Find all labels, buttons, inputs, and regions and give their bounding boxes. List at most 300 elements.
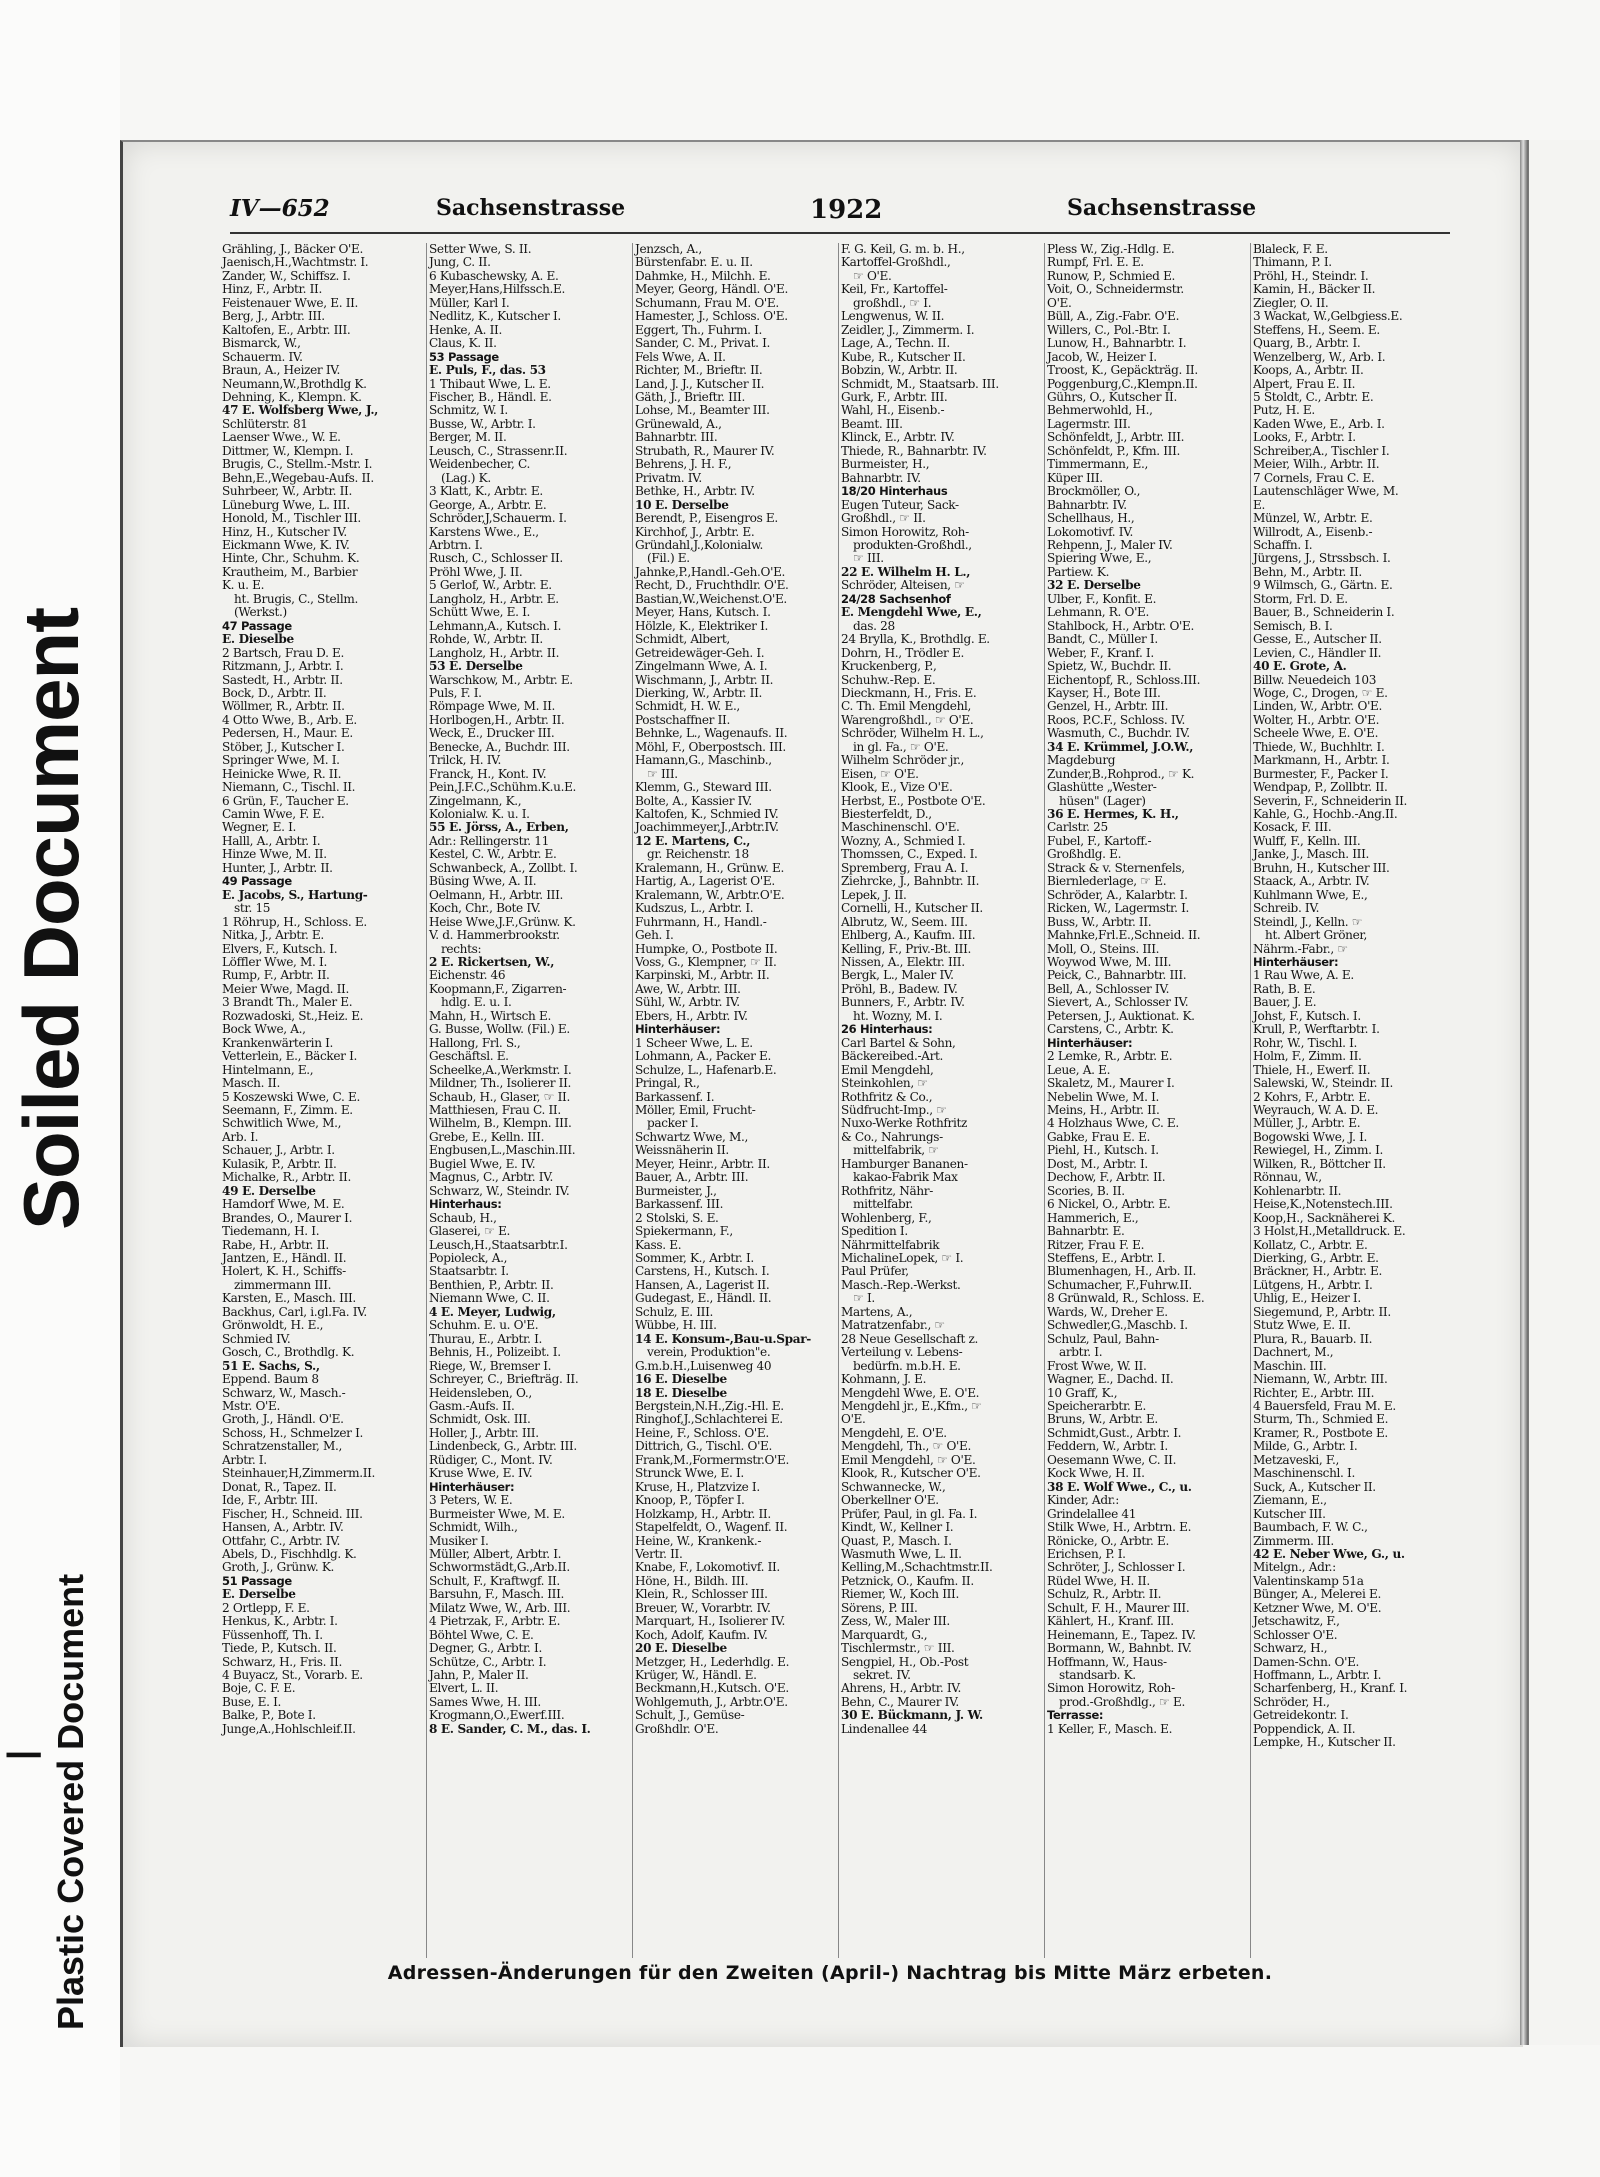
- directory-entry-line: Lempke, H., Kutscher II.: [1253, 1736, 1396, 1750]
- directory-entry-line: Behrens, J. H. F.,: [635, 458, 732, 472]
- directory-entry-line: Salewski, W., Steindr. II.: [1253, 1077, 1393, 1091]
- directory-entry-line: Kelling, F., Priv.-Bt. III.: [841, 942, 972, 956]
- directory-entry-line: Carstens, C., Arbtr. K.: [1047, 1023, 1174, 1037]
- directory-entry-line: Milatz Wwe, W., Arb. III.: [429, 1601, 571, 1615]
- directory-entry-line: ☞ III.: [853, 552, 884, 566]
- directory-entry-line: Bunners, F., Arbtr. IV.: [841, 996, 965, 1010]
- directory-entry-line: Berg, J., Arbtr. III.: [222, 310, 325, 324]
- directory-entry-line: Lokomotivf. IV.: [1047, 525, 1133, 539]
- directory-entry-line: gr. Reichenstr. 18: [647, 848, 749, 862]
- directory-entry-line: Büll, A., Zig.-Fabr. O'E.: [1047, 310, 1180, 324]
- directory-entry-line: Hinz, H., Kutscher IV.: [222, 525, 347, 539]
- directory-entry-line: ht. Wozny, M. I.: [853, 1009, 943, 1023]
- directory-entry-line: Möller, Emil, Frucht-: [635, 1104, 756, 1117]
- directory-entry-line: Thiede, R., Bahnarbtr. IV.: [841, 444, 987, 458]
- directory-entry-line: Dachnert, M.,: [1253, 1346, 1334, 1360]
- directory-entry-line: Kählert, H., Kranf. III.: [1047, 1615, 1174, 1629]
- directory-entry-line: rechts:: [441, 942, 482, 956]
- directory-entry-line: Knoop, P., Töpfer I.: [635, 1494, 745, 1508]
- directory-entry-line: Kinder, Adr.:: [1047, 1494, 1120, 1508]
- directory-entry-line: Schütt Wwe, E. I.: [429, 606, 531, 620]
- directory-entry-line: Hinterhäuser:: [1253, 956, 1339, 970]
- directory-entry-line: sekret. IV.: [853, 1669, 911, 1683]
- directory-entry-line: 36 E. Hermes, K. H.,: [1047, 808, 1179, 822]
- directory-entry-line: Musiker I.: [429, 1534, 489, 1548]
- directory-entry-line: Weck, E., Drucker III.: [429, 727, 555, 741]
- directory-entry-line: Lohmann, A., Packer E.: [635, 1050, 771, 1064]
- directory-entry-line: Matratzenfabr., ☞: [841, 1319, 945, 1333]
- directory-entry-line: Tischlermstr., ☞ III.: [841, 1642, 955, 1656]
- directory-entry-line: O'E.: [841, 1413, 866, 1427]
- directory-entry-line: Baumbach, F. W. C.,: [1253, 1521, 1368, 1535]
- directory-entry-line: Moll, O., Steins. III.: [1047, 942, 1160, 956]
- directory-entry-line: Glashütte „Wester-: [1047, 781, 1157, 795]
- directory-entry-line: Voit, O., Schneidermstr.: [1047, 283, 1184, 297]
- directory-entry-line: Privatm. IV.: [635, 471, 702, 485]
- directory-entry-line: Claus, K. II.: [429, 337, 497, 351]
- directory-entry-line: Wohlgemuth, J., Arbtr.O'E.: [635, 1695, 788, 1709]
- directory-entry-line: Sastedt, H., Arbtr. II.: [222, 673, 343, 687]
- directory-entry-line: kakao-Fabrik Max: [853, 1171, 958, 1185]
- directory-entry-line: Schwedler,G.,Maschb. I.: [1047, 1319, 1188, 1333]
- directory-entry-line: Müller, J., Arbtr. E.: [1253, 1117, 1361, 1131]
- directory-entry-line: Ritzmann, J., Arbtr. I.: [222, 660, 344, 674]
- directory-entry-line: Hinterhäuser:: [1047, 1036, 1133, 1050]
- page-edge: [1520, 140, 1528, 2045]
- directory-entry-line: Halll, A., Arbtr. I.: [222, 834, 321, 848]
- directory-entry-line: Bürstenfabr. E. u. II.: [635, 256, 753, 270]
- directory-entry-line: Wilhelm, B., Klempn. III.: [429, 1117, 572, 1131]
- directory-entry-line: Mengdehl, Th., ☞ O'E.: [841, 1440, 971, 1454]
- directory-entry-line: Kass. E.: [635, 1238, 682, 1252]
- directory-entry-line: Steindl, J., Kelln. ☞: [1253, 915, 1363, 929]
- directory-entry-line: das. 28: [853, 619, 895, 633]
- directory-entry-line: Wahl, H., Eisenb.-: [841, 404, 945, 418]
- directory-entry-line: George, A., Arbtr. E.: [429, 498, 547, 512]
- directory-entry-line: Burmeister, J.,: [635, 1184, 717, 1198]
- directory-entry-line: Pringal, R.,: [635, 1077, 700, 1091]
- directory-entry-line: Camin Wwe, F. E.: [222, 808, 325, 822]
- directory-entry-line: Schaub, H., Glaser, ☞ II.: [429, 1090, 570, 1104]
- directory-entry-line: Münzel, W., Arbtr. E.: [1253, 512, 1373, 526]
- directory-entry-line: Riege, W., Bremser I.: [429, 1359, 552, 1373]
- directory-entry-line: Heidensleben, O.,: [429, 1386, 532, 1400]
- directory-entry-line: Sommer, K., Arbtr. I.: [635, 1251, 754, 1265]
- directory-entry-line: 1 Röhrup, H., Schloss. E.: [222, 915, 367, 929]
- directory-entry-line: Bethke, H., Arbtr. IV.: [635, 485, 755, 499]
- directory-entry-line: Nährm.-Fabr., ☞: [1253, 942, 1348, 956]
- directory-entry-line: Carlstr. 25: [1047, 821, 1108, 835]
- directory-entry-line: Kamin, H., Bäcker II.: [1253, 283, 1376, 297]
- directory-entry-line: Lagermstr. III.: [1047, 417, 1131, 431]
- directory-entry-line: Balke, P., Bote I.: [222, 1709, 316, 1723]
- directory-entry-line: 42 E. Neber Wwe, G., u.: [1253, 1547, 1405, 1561]
- directory-entry-line: Behn,E.,Wegebau-Aufs. II.: [222, 471, 374, 485]
- directory-entry-line: Wegner, E. I.: [222, 821, 297, 835]
- directory-entry-line: Bauer, J. E.: [1253, 996, 1317, 1010]
- directory-entry-line: Milde, G., Arbtr. I.: [1253, 1440, 1358, 1454]
- directory-entry-line: Müller, Karl I.: [429, 296, 510, 310]
- directory-entry-line: Hinte, Chr., Schuhm. K.: [222, 552, 360, 566]
- directory-entry-line: Wohlenberg, F.,: [841, 1211, 932, 1225]
- directory-entry-line: Vertr. II.: [635, 1547, 683, 1561]
- directory-entry-line: Burmester, F., Packer I.: [1253, 767, 1389, 781]
- directory-entry-line: Severin, F., Schneiderin II.: [1253, 794, 1408, 808]
- directory-entry-line: Hunter, J., Arbtr. II.: [222, 861, 333, 875]
- directory-entry-line: Großhdlr. O'E.: [635, 1722, 719, 1736]
- margin-mark: |: [0, 1749, 41, 1760]
- directory-entry-line: Bolte, A., Kassier IV.: [635, 794, 752, 808]
- directory-entry-line: Metzaveski, F.,: [1253, 1453, 1340, 1467]
- directory-entry-line: Wendpap, P., Zollbtr. II.: [1253, 781, 1388, 795]
- directory-entry-line: Voss, G., Klempner, ☞ II.: [635, 956, 777, 970]
- directory-entry-line: Hinze Wwe, M. II.: [222, 848, 327, 862]
- directory-entry-line: Barkassenf. I.: [635, 1090, 715, 1104]
- directory-entry-line: Brugis, C., Stellm.-Mstr. I.: [222, 458, 373, 472]
- directory-entry-line: Lehmann, R. O'E.: [1047, 606, 1150, 620]
- directory-entry-line: Kohlenarbtr. II.: [1253, 1184, 1342, 1198]
- directory-entry-line: Nedlitz, K., Kutscher I.: [429, 310, 561, 324]
- street-name-left: Sachsenstrasse: [436, 195, 626, 221]
- directory-entry-line: 6 Nickel, O., Arbtr. E.: [1047, 1198, 1171, 1212]
- directory-entry-line: Hoffmann, L., Arbtr. I.: [1253, 1669, 1382, 1683]
- directory-entry-line: Seemann, F., Zimm. E.: [222, 1104, 353, 1117]
- directory-entry-line: Dahmke, H., Milchh. E.: [635, 269, 771, 283]
- directory-entry-line: Schoss, H., Schmelzer I.: [222, 1426, 364, 1440]
- directory-entry-line: Lautenschläger Wwe, M.: [1253, 485, 1399, 499]
- directory-entry-line: Pedersen, H., Maur. E.: [222, 727, 353, 741]
- directory-entry-line: zimmermann III.: [234, 1278, 332, 1292]
- directory-entry-line: Rothfritz, Nähr-: [841, 1184, 933, 1198]
- directory-entry-line: Barkassenf. III.: [635, 1198, 724, 1212]
- directory-entry-line: Richter, M., Brieftr. II.: [635, 364, 763, 378]
- directory-entry-line: Sander, C. M., Privat. I.: [635, 337, 770, 351]
- directory-entry-line: 8 E. Sander, C. M., das. I.: [429, 1722, 591, 1736]
- directory-entry-line: Schulz, E. III.: [635, 1305, 714, 1319]
- directory-entry-line: Lindenbeck, G., Arbtr. III.: [429, 1440, 577, 1454]
- directory-entry-line: Langholz, H., Arbtr. II.: [429, 646, 560, 660]
- directory-entry-line: prod.-Großhdlg., ☞ E.: [1059, 1695, 1185, 1709]
- directory-entry-line: Popioleck, A.,: [429, 1251, 508, 1265]
- directory-entry-line: Rönnau, W.,: [1253, 1171, 1322, 1185]
- directory-entry-line: Hartig, A., Lagerist O'E.: [635, 875, 775, 889]
- directory-entry-line: Thimann, P. I.: [1253, 256, 1332, 270]
- directory-entry-line: Henkus, K., Arbtr. I.: [222, 1615, 338, 1629]
- directory-entry-line: Kuhlmann Wwe, E.,: [1253, 888, 1368, 902]
- directory-entry-line: Bahnarbtr. III.: [635, 431, 718, 445]
- directory-entry-line: Magdeburg: [1047, 754, 1116, 768]
- directory-entry-line: Oberkellner O'E.: [841, 1494, 939, 1508]
- directory-entry-line: Hinterhäuser:: [429, 1480, 515, 1494]
- directory-entry-line: 6 Kubaschewsky, A. E.: [429, 269, 559, 283]
- directory-entry-line: Richter, E., Arbtr. III.: [1253, 1386, 1375, 1400]
- directory-entry-line: 26 Hinterhaus:: [841, 1023, 933, 1037]
- directory-entry-line: Rath, B. E.: [1253, 982, 1316, 996]
- directory-entry-line: Poggenburg,C.,Klempn.II.: [1047, 377, 1198, 391]
- directory-entry-line: Hoffmann, W., Haus-: [1047, 1655, 1167, 1669]
- directory-entry-line: Stutz Wwe, E. II.: [1253, 1319, 1351, 1333]
- header-rule: [230, 232, 1450, 234]
- directory-entry-line: Wenzelberg, W., Arb. I.: [1253, 350, 1386, 364]
- directory-entry-line: Mahn, H., Wirtsch E.: [429, 1009, 551, 1023]
- next-page-edge: [1528, 140, 1600, 2045]
- directory-entry-line: Springer Wwe, M. I.: [222, 754, 340, 768]
- directory-entry-line: Beckmann,H.,Kutsch. O'E.: [635, 1682, 789, 1696]
- directory-entry-line: Genzel, H., Arbtr. III.: [1047, 700, 1169, 714]
- directory-entry-line: Nährmittelfabrik: [841, 1238, 940, 1252]
- directory-entry-line: Rabe, H., Arbtr. II.: [222, 1238, 329, 1252]
- directory-entry-line: Schulz, R., Arbtr. II.: [1047, 1588, 1162, 1602]
- directory-entry-line: Hamdorf Wwe, M. E.: [222, 1198, 345, 1212]
- directory-entry-line: Kohmann, J. E.: [841, 1373, 927, 1387]
- directory-entry-line: Langholz, H., Arbtr. E.: [429, 592, 559, 606]
- directory-entry-line: Petersen, J., Auktionat. K.: [1047, 1009, 1195, 1023]
- directory-entry-line: Kolonialw. K. u. I.: [429, 808, 530, 822]
- directory-entry-line: Holert, K. H., Schiffs-: [222, 1265, 346, 1279]
- directory-entry-line: Feddern, W., Arbtr. I.: [1047, 1440, 1168, 1454]
- directory-entry-line: Quarg, B., Arbtr. I.: [1253, 337, 1361, 351]
- directory-entry-line: Franck, H., Kont. IV.: [429, 767, 547, 781]
- directory-entry-line: Hammerich, E.,: [1047, 1211, 1139, 1225]
- directory-entry-line: produkten-Großhdl.,: [853, 538, 972, 552]
- directory-entry-line: Kaden Wwe, E., Arb. I.: [1253, 417, 1385, 431]
- directory-entry-line: Gäth, J., Brieftr. III.: [635, 390, 745, 404]
- directory-entry-line: Blaleck, F. E.: [1253, 243, 1328, 256]
- directory-entry-line: 10 E. Derselbe: [635, 498, 729, 512]
- directory-entry-line: Trilck, H. IV.: [429, 754, 501, 768]
- directory-entry-line: Oelmann, H., Arbtr. III.: [429, 888, 563, 902]
- directory-entry-line: 4 Holzhaus Wwe, C. E.: [1047, 1117, 1179, 1131]
- directory-entry-line: Ahrens, H., Arbtr. IV.: [841, 1682, 962, 1696]
- directory-entry-line: Buss, W., Arbtr. II.: [1047, 915, 1152, 929]
- directory-entry-line: Meyer, Hans, Kutsch. I.: [635, 606, 771, 620]
- directory-entry-line: Zimmerm. III.: [1253, 1534, 1334, 1548]
- directory-entry-line: Bobzin, W., Arbtr. II.: [841, 364, 958, 378]
- directory-entry-line: Heise,K.,Notenstech.III.: [1253, 1198, 1393, 1212]
- column-2: [426, 243, 623, 1958]
- directory-entry-line: Magnus, C., Arbtr. IV.: [429, 1171, 553, 1185]
- directory-entry-line: Horlbogen,H., Arbtr. II.: [429, 713, 565, 727]
- directory-entry-line: V. d. Hammerbrookstr.: [429, 929, 560, 943]
- directory-entry-line: Zeidler, J., Zimmerm. I.: [841, 323, 975, 337]
- directory-entry-line: Bäckereibed.-Art.: [841, 1050, 944, 1064]
- directory-entry-line: Bogowski Wwe, J. I.: [1253, 1130, 1367, 1144]
- directory-entry-line: Schmidt, Osk. III.: [429, 1413, 531, 1427]
- directory-entry-line: F. G. Keil, G. m. b. H.,: [841, 243, 965, 256]
- directory-entry-line: Kralemann, W., Arbtr.O'E.: [635, 888, 785, 902]
- directory-entry-line: Boje, C. F. E.: [222, 1682, 296, 1696]
- directory-entry-line: Stapelfeldt, O., Wagenf. II.: [635, 1521, 788, 1535]
- directory-entry-line: Ziegler, O. II.: [1253, 296, 1329, 310]
- directory-entry-line: Benthien, P., Arbtr. II.: [429, 1278, 554, 1292]
- directory-entry-line: Nissen, A., Elektr. III.: [841, 956, 965, 970]
- directory-entry-line: Krautheim, M., Barbier: [222, 565, 358, 579]
- column-1: [220, 243, 416, 1958]
- directory-entry-line: Berger, M. II.: [429, 431, 507, 445]
- directory-entry-line: Poppendick, A. II.: [1253, 1722, 1356, 1736]
- directory-entry-line: Dieckmann, H., Fris. E.: [841, 686, 977, 700]
- directory-entry-line: Maschinenschl. O'E.: [841, 821, 960, 835]
- directory-entry-line: Piehl, H., Kutsch. I.: [1047, 1144, 1159, 1158]
- directory-entry-line: Putz, H. E.: [1253, 404, 1315, 418]
- directory-entry-line: Rumpf, Frl. E. E.: [1047, 256, 1144, 270]
- directory-entry-line: Henke, A. II.: [429, 323, 502, 337]
- directory-entry-line: Müller, Albert, Arbtr. I.: [429, 1547, 562, 1561]
- directory-entry-line: Troost, K., Gepäckträg. II.: [1047, 364, 1198, 378]
- directory-entry-line: Ziehrcke, J., Bahnbtr. II.: [841, 875, 980, 889]
- directory-entry-line: Niemann, C., Tischl. II.: [222, 781, 356, 795]
- directory-entry-line: Karpinski, M., Arbtr. II.: [635, 969, 770, 983]
- directory-entry-line: Bahnarbtr. IV.: [841, 471, 921, 485]
- directory-entry-line: Schmidt,Gust., Arbtr. I.: [1047, 1426, 1182, 1440]
- directory-entry-line: Kelling,M.,Schachtmstr.II.: [841, 1561, 993, 1575]
- directory-entry-line: Möhl, F., Oberpostsch. III.: [635, 740, 786, 754]
- directory-entry-line: Carl Bartel & Sohn,: [841, 1036, 956, 1050]
- directory-entry-line: E. Mengdehl Wwe, E.,: [841, 606, 982, 620]
- directory-entry-line: Roos, P.C.F., Schloss. IV.: [1047, 713, 1186, 727]
- directory-entry-line: 14 E. Konsum-,Bau-u.Spar-: [635, 1332, 811, 1346]
- directory-entry-line: Junge,A.,Hohlschleif.II.: [222, 1722, 356, 1736]
- directory-entry-line: Bugiel Wwe, E. IV.: [429, 1157, 536, 1171]
- directory-entry-line: Behn, C., Maurer IV.: [841, 1695, 959, 1709]
- directory-entry-line: Petznick, O., Kaufm. II.: [841, 1574, 974, 1588]
- directory-entry-line: Rozwadoski, St.,Heiz. E.: [222, 1009, 364, 1023]
- directory-entry-line: Groth, J., Händl. O'E.: [222, 1413, 344, 1427]
- directory-entry-line: Skaletz, M., Maurer I.: [1047, 1077, 1175, 1091]
- directory-entry-line: Ulber, F., Konfit. E.: [1047, 592, 1157, 606]
- scan-margin: [0, 0, 120, 2177]
- directory-entry-line: Wulff, F., Kelln. III.: [1253, 834, 1361, 848]
- directory-entry-line: Zess, W., Maler III.: [841, 1615, 950, 1629]
- directory-entry-line: Hamester, J., Schloss. O'E.: [635, 310, 788, 324]
- directory-entry-line: Timmermann, E.,: [1047, 458, 1149, 472]
- directory-entry-line: Schlüterstr. 81: [222, 417, 308, 431]
- directory-entry-line: großhdl., ☞ I.: [853, 296, 932, 310]
- directory-entry-line: Arbtrn. I.: [429, 538, 483, 552]
- directory-entry-line: 4 Pietrzak, F., Arbtr. E.: [429, 1615, 561, 1629]
- directory-entry-line: Meyer,Hans,Hilfssch.E.: [429, 283, 565, 297]
- directory-entry-line: 2 Stolski, S. E.: [635, 1211, 719, 1225]
- directory-entry-line: Kartoffel-Großhdl.,: [841, 256, 951, 270]
- directory-entry-line: Karsten, E., Masch. III.: [222, 1292, 356, 1306]
- directory-entry-line: 55 E. Jörss, A., Erben,: [429, 821, 569, 835]
- directory-entry-line: Weissnäherin II.: [635, 1144, 729, 1158]
- directory-entry-line: Weidenbecher, C.: [429, 458, 530, 472]
- directory-entry-line: Knabe, F., Lokomotivf. II.: [635, 1561, 780, 1575]
- directory-entry-line: Behnke, L., Wagenaufs. II.: [635, 727, 788, 741]
- directory-entry-line: Staack, A., Arbtr. IV.: [1253, 875, 1370, 889]
- directory-entry-line: Meier, Wilh., Arbtr. II.: [1253, 458, 1380, 472]
- directory-entry-line: 1 Keller, F., Masch. E.: [1047, 1722, 1173, 1736]
- directory-entry-line: Bruns, W., Arbtr. E.: [1047, 1413, 1158, 1427]
- directory-entry-line: Staatsarbtr. I.: [429, 1265, 509, 1279]
- directory-entry-line: Adr.: Rellingerstr. 11: [429, 834, 549, 848]
- directory-entry-line: Recht, D., Fruchthdlr. O'E.: [635, 579, 789, 593]
- directory-entry-line: Steinkohlen, ☞: [841, 1077, 928, 1091]
- directory-entry-line: Geschäftsl. E.: [429, 1050, 509, 1064]
- directory-entry-line: Schönfeldt, P., Kfm. III.: [1047, 444, 1181, 458]
- street-name-right: Sachsenstrasse: [1067, 195, 1257, 221]
- directory-entry-line: Spietz, W., Buchdr. II.: [1047, 660, 1172, 674]
- directory-entry-line: Schreiber,A., Tischler I.: [1253, 444, 1390, 458]
- directory-entry-line: Marquardt, G.,: [841, 1628, 928, 1642]
- directory-entry-line: Busse, W., Arbtr. I.: [429, 417, 536, 431]
- directory-entry-line: Burmeister, H.,: [841, 458, 930, 472]
- directory-entry-line: mittelfabrik, ☞: [853, 1144, 939, 1158]
- directory-entry-line: Südfrucht-Imp., ☞: [841, 1104, 947, 1117]
- directory-entry-line: 51 Passage: [222, 1574, 292, 1588]
- directory-entry-line: Wischmann, J., Arbtr. II.: [635, 673, 774, 687]
- directory-entry-line: Schmidt, Wilh.,: [429, 1521, 518, 1535]
- directory-entry-line: Schwormstädt,G.,Arb.II.: [429, 1561, 570, 1575]
- directory-entry-line: 28 Neue Gesellschaft z.: [841, 1332, 979, 1346]
- directory-entry-line: Ringhof,J.,Schlachterei E.: [635, 1413, 783, 1427]
- directory-entry-line: 4 Bauersfeld, Frau M. E.: [1253, 1399, 1396, 1413]
- directory-entry-line: Zingelmann Wwe, A. I.: [635, 660, 768, 674]
- directory-entry-line: Woge, C., Drogen, ☞ E.: [1253, 686, 1388, 700]
- directory-entry-line: Arb. I.: [222, 1130, 259, 1144]
- directory-entry-line: Krankenwärterin I.: [222, 1036, 334, 1050]
- directory-entry-line: Matthiesen, Frau C. II.: [429, 1104, 561, 1117]
- directory-entry-line: 3 Brandt Th., Maler E.: [222, 996, 353, 1010]
- directory-entry-line: Bauer, B., Schneiderin I.: [1253, 606, 1395, 620]
- directory-entry-line: Frost Wwe, W. II.: [1047, 1359, 1147, 1373]
- directory-entry-line: Hansen, A., Lagerist II.: [635, 1278, 770, 1292]
- directory-entry-line: Honold, M., Tischler III.: [222, 512, 361, 526]
- directory-entry-line: 47 Passage: [222, 619, 292, 633]
- directory-entry-line: Leue, A. E.: [1047, 1063, 1111, 1077]
- directory-entry-line: Emil Mengdehl, ☞ O'E.: [841, 1453, 976, 1467]
- directory-entry-line: (Lag.) K.: [441, 471, 491, 485]
- directory-entry-line: Eickmann Wwe, K. IV.: [222, 538, 350, 552]
- directory-entry-line: Breuer, W., Vorarbtr. IV.: [635, 1601, 771, 1615]
- directory-entry-line: Stilk Wwe, H., Arbtrn. E.: [1047, 1521, 1192, 1535]
- directory-entry-line: Simon Horowitz, Roh-: [841, 525, 969, 539]
- directory-entry-line: arbtr. I.: [1059, 1346, 1103, 1360]
- directory-entry-line: Maschin. III.: [1253, 1359, 1327, 1373]
- directory-entry-line: Leusch,H.,Staatsarbtr.I.: [429, 1238, 568, 1252]
- directory-entry-line: Kaltofen, K., Schmied IV.: [635, 808, 779, 822]
- directory-entry-line: Wöllmer, R., Arbtr. II.: [222, 700, 345, 714]
- directory-entry-line: Zingelmann, K.,: [429, 794, 522, 808]
- column-4: [838, 243, 1035, 1958]
- directory-entry-line: Krogmann,O.,Ewerf.III.: [429, 1709, 565, 1723]
- directory-entry-line: Johst, F., Kutsch. I.: [1253, 1009, 1361, 1023]
- directory-entry-line: Stahlbock, H., Arbtr. O'E.: [1047, 619, 1194, 633]
- directory-entry-line: Ricken, W., Lagermstr. I.: [1047, 902, 1190, 916]
- directory-entry-line: Schauer, J., Arbtr. I.: [222, 1144, 335, 1158]
- directory-entry-line: ☞ O'E.: [853, 269, 892, 283]
- directory-entry-line: 22 E. Wilhelm H. L.,: [841, 565, 971, 579]
- directory-entry-line: ☞ I.: [853, 1292, 875, 1306]
- directory-entry-line: Grünewald, A.,: [635, 417, 722, 431]
- directory-entry-line: Scharfenberg, H., Kranf. I.: [1253, 1682, 1408, 1696]
- directory-entry-line: Klook, R., Kutscher O'E.: [841, 1467, 981, 1481]
- directory-entry-line: Schult, J., Gemüse-: [635, 1709, 745, 1723]
- directory-entry-line: Schaffn. I.: [1253, 538, 1313, 552]
- directory-entry-line: Zander, W., Schiffsz. I.: [222, 269, 351, 283]
- directory-entry-line: Kosack, F. III.: [1253, 821, 1332, 835]
- directory-entry-line: 2 Lemke, R., Arbtr. E.: [1047, 1050, 1173, 1064]
- directory-entry-line: Kulasik, P., Arbtr. II.: [222, 1157, 337, 1171]
- directory-entry-line: Heinemann, E., Tapez. IV.: [1047, 1628, 1196, 1642]
- directory-entry-line: Bergstein,N.H.,Zig.-Hl. E.: [635, 1399, 784, 1413]
- directory-entry-line: Rohr, W., Tischl. I.: [1253, 1036, 1358, 1050]
- directory-entry-line: Brandes, O., Maurer I.: [222, 1211, 353, 1225]
- directory-entry-line: 5 Koszewski Wwe, C. E.: [222, 1090, 360, 1104]
- directory-entry-line: 3 Peters, W. E.: [429, 1494, 513, 1508]
- directory-entry-line: ht. Albert Gröner,: [1265, 929, 1367, 943]
